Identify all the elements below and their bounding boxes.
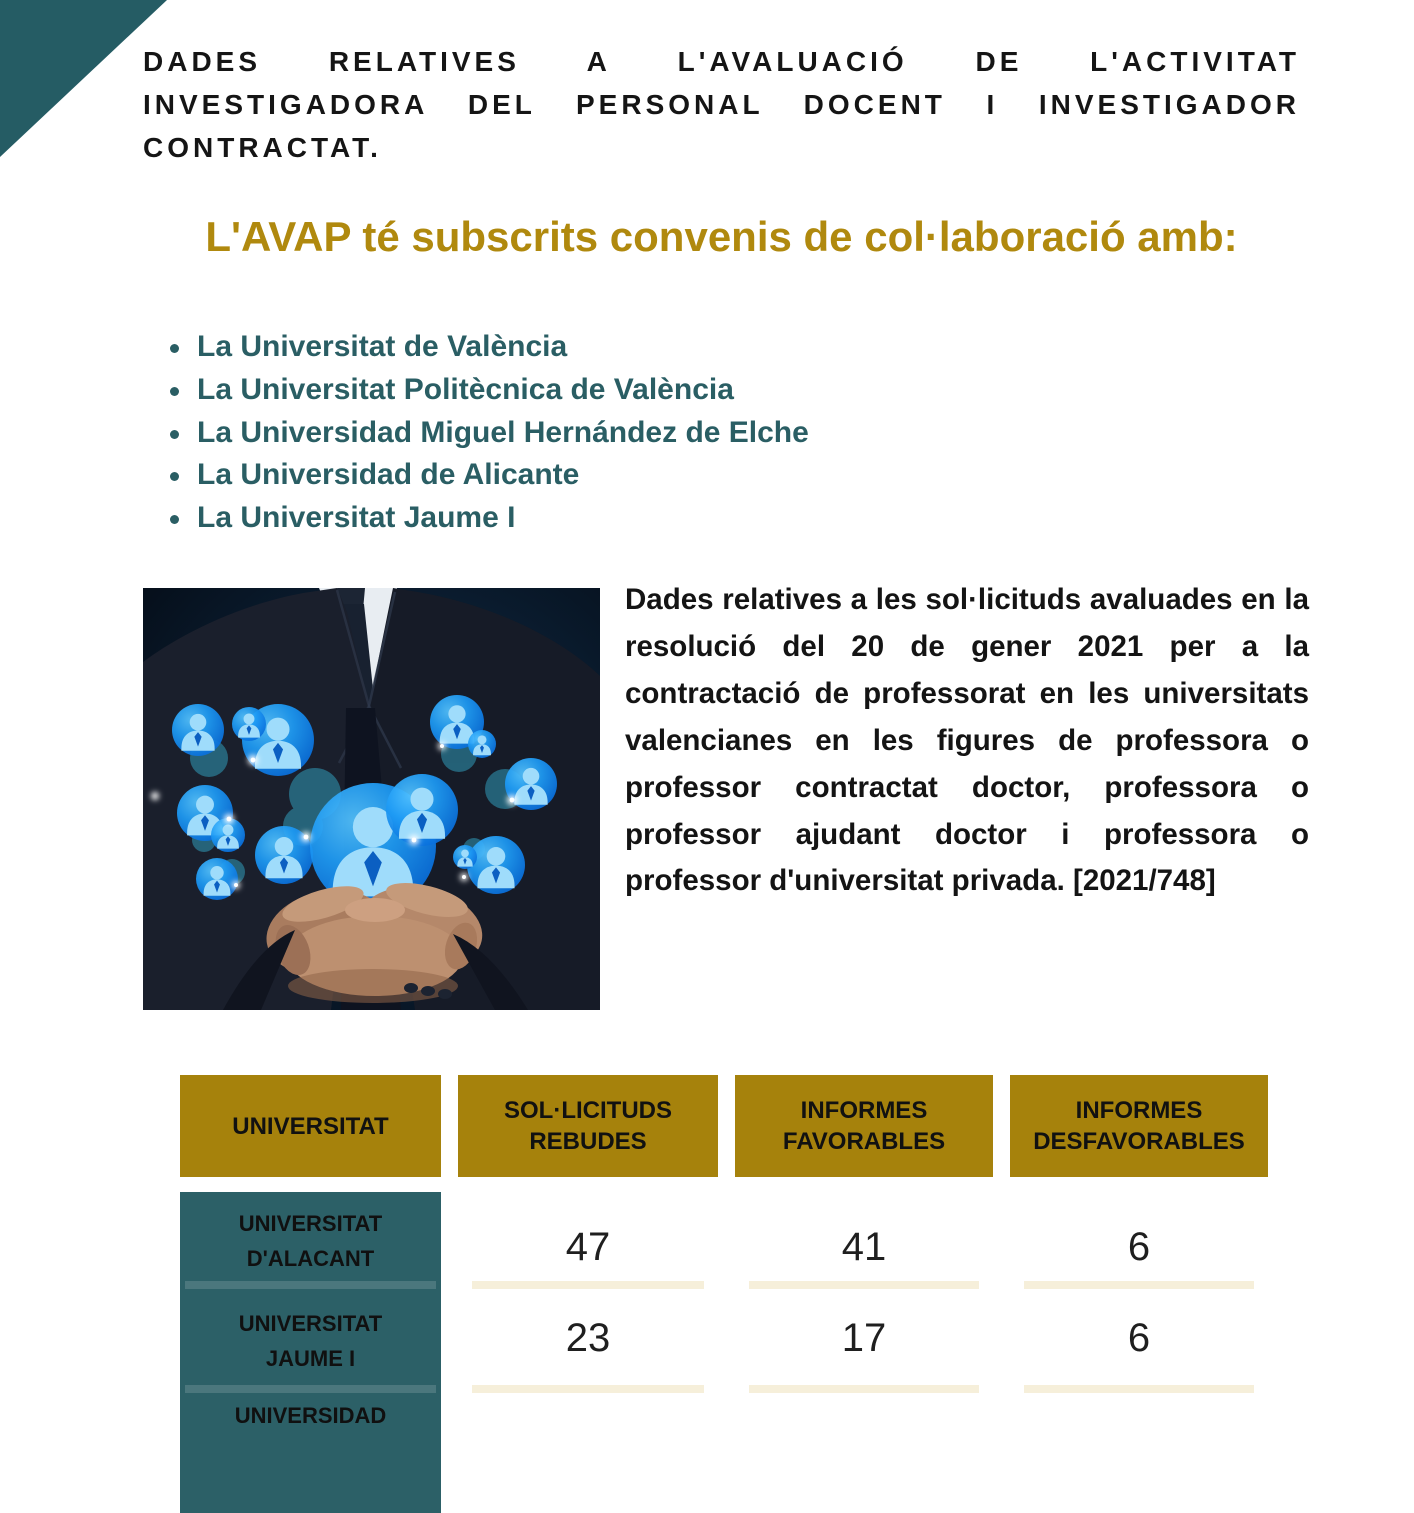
- table-row: [180, 1192, 1268, 1289]
- university-name-cell: UNIVERSITAT JAUME I: [180, 1289, 441, 1393]
- list-item-label: La Universitat de València: [197, 330, 568, 363]
- value-cell-favorables: [735, 1393, 993, 1513]
- table-header-row: [180, 1075, 1268, 1177]
- evaluation-table: [180, 1075, 1268, 1513]
- list-item-label: La Universidad Miguel Hernández de Elche: [197, 415, 809, 449]
- column-header-sollicituds-rebudes: SOL·LICITUDS REBUDES: [458, 1075, 718, 1177]
- value-cell-desfavorables: 6: [1010, 1192, 1268, 1289]
- university-name-cell: UNIVERSITAT D'ALACANT: [180, 1192, 441, 1289]
- businessman-network-photo: [143, 588, 600, 1010]
- university-name-cell: UNIVERSIDAD: [180, 1393, 441, 1513]
- value-cell-desfavorables: 6: [1010, 1289, 1268, 1393]
- list-item-label: La Universitat Politècnica de València: [197, 372, 734, 406]
- list-item: [170, 497, 809, 540]
- section-subtitle: L'AVAP té subscrits convenis de col·laboració amb:: [205, 213, 1238, 260]
- column-header-informes-desfavorables: INFORMES DESFAVORABLES: [1010, 1075, 1268, 1177]
- value-cell-favorables: 41: [735, 1192, 993, 1289]
- value-cell-favorables: 17: [735, 1289, 993, 1393]
- column-header-informes-favorables: INFORMES FAVORABLES: [735, 1075, 993, 1177]
- corner-triangle-decoration: [0, 0, 167, 157]
- list-item-label: La Universitat Jaume I: [197, 501, 516, 535]
- value-cell-desfavorables: [1010, 1393, 1268, 1513]
- list-item: [170, 369, 809, 412]
- column-header-universitat: UNIVERSITAT: [180, 1075, 441, 1177]
- page-title: DADES RELATIVES A L'AVALUACIÓ DE L'ACTIVITAT INVESTIGADORA DEL PERSONAL DOCENT I INVESTIGADOR CONTRACTAT.: [143, 46, 1300, 163]
- list-item-label: La Universidad de Alicante: [197, 458, 580, 492]
- value-cell-rebudes: [458, 1393, 718, 1513]
- list-item: [170, 454, 809, 497]
- table-row: [180, 1393, 1268, 1513]
- value-cell-rebudes: 47: [458, 1192, 718, 1289]
- list-item: [170, 412, 809, 455]
- table-row: [180, 1289, 1268, 1393]
- list-item: [170, 326, 809, 369]
- description-paragraph: Dades relatives a les sol·licituds avaluades en la resolució del 20 de gener 2021 per a la contractació de professorat en les universitats valencianes en les figures de professora o professor contractat doctor, professora o professor ajudant doctor i professora o professor d'universitat privada. [2021/748]: [625, 583, 1309, 898]
- value-cell-rebudes: 23: [458, 1289, 718, 1393]
- university-list: [170, 326, 809, 540]
